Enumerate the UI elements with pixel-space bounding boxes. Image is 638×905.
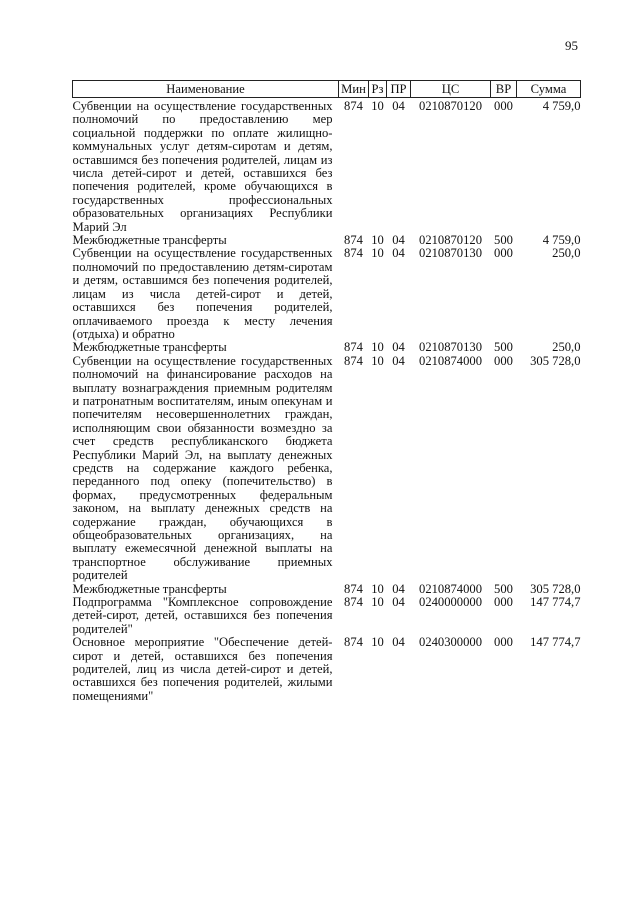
row-pr: 04: [392, 581, 405, 596]
row-min: 874: [344, 595, 363, 610]
table-row: [73, 636, 581, 703]
row-sum: 305 728,0: [530, 353, 581, 368]
header-sum: Сумма: [517, 81, 581, 98]
row-sum: 305 728,0: [530, 581, 581, 596]
row-cs: 0210874000: [419, 581, 482, 596]
row-vr: 500: [494, 340, 513, 355]
row-min: 874: [344, 233, 363, 248]
row-vr: 500: [494, 581, 513, 596]
row-sum: 4 759,0: [542, 233, 581, 248]
row-pr: 04: [392, 635, 405, 650]
header-name: Наименование: [73, 81, 339, 98]
page-number: 95: [565, 38, 578, 53]
row-cs: 0210870120: [419, 99, 482, 113]
row-name: Субвенции на осуществление государственных полномочий на финансирование расходов на выплату вознаграждения приемным родителям и патронатным воспитателям, иным опекунам и попечителям несовершеннолетних граждан, исполняющим свои обязанности возмездно за счет средств республиканского бюджета Республики Марий Эл, на выплату денежных средств на содержание каждого ребенка, переданного под опеку (попечительство) в формах, предусмотренных федеральным законом, на выплату денежных средств на содержание граждан, обучающихся в общеобразовательных организациях, на выплату ежемесячной денежной выплаты на транспортное обслуживание приемных родителей: [72, 353, 333, 583]
row-rz: 10: [371, 233, 384, 248]
row-name: Основное мероприятие "Обеспечение детей-сирот и детей, оставшихся без попечения родителей, лиц из числа детей-сирот и детей, оставшихся без попечения родителей, жилыми помещениями": [72, 635, 333, 703]
row-sum: 147 774,7: [530, 595, 581, 610]
row-cs: 0210870130: [419, 340, 482, 355]
row-rz: 10: [371, 99, 384, 113]
table-header: [73, 81, 581, 98]
row-min: 874: [344, 581, 363, 596]
row-rz: 10: [371, 635, 384, 650]
row-rz: 10: [371, 340, 384, 355]
row-sum: 4 759,0: [542, 99, 581, 113]
table-row: [73, 341, 581, 354]
row-name: Субвенции на осуществление государственных полномочий по предоставлению детям-сиротам и детям, оставшимся без попечения родителей, лицам из числа детей-сирот и детей, оставшихся без попечения родителей, оплачиваемого проезда к месту лечения (отдыха) и обратно: [72, 246, 333, 341]
row-rz: 10: [371, 595, 384, 610]
table-row: [73, 355, 581, 583]
row-sum: 147 774,7: [530, 635, 581, 650]
header-min: Мин: [339, 81, 369, 98]
row-name: Межбюджетные трансферты: [72, 581, 227, 596]
header-pr: ПР: [387, 81, 411, 98]
row-pr: 04: [392, 233, 405, 248]
row-vr: 000: [494, 595, 513, 610]
row-name: Субвенции на осуществление государственных полномочий по предоставлению мер социальной поддержки по оплате жилищно-коммунальных услуг детям-сиротам и детям, оставшимся без попечения родителей, лицам из числа детей-сирот и детей, оставшихся без попечения родителей, кроме обучающихся в государственных профессиональных образовательных организациях Республики Марий Эл: [72, 99, 333, 234]
header-cs: ЦС: [411, 81, 491, 98]
row-cs: 0210874000: [419, 353, 482, 368]
row-pr: 04: [392, 595, 405, 610]
row-min: 874: [344, 246, 363, 261]
row-cs: 0240300000: [419, 635, 482, 650]
row-vr: 000: [494, 99, 513, 113]
row-cs: 0240000000: [419, 595, 482, 610]
table-row: [73, 234, 581, 247]
row-vr: 000: [494, 246, 513, 261]
row-pr: 04: [392, 353, 405, 368]
row-pr: 04: [392, 246, 405, 261]
row-vr: 000: [494, 353, 513, 368]
row-name: Подпрограмма "Комплексное сопровождение детей-сирот, детей, оставшихся без попечения родителей": [72, 595, 333, 636]
table-row: [73, 98, 581, 235]
row-min: 874: [344, 340, 363, 355]
row-min: 874: [344, 635, 363, 650]
row-sum: 250,0: [552, 246, 581, 261]
row-min: 874: [344, 353, 363, 368]
budget-table: [72, 80, 581, 703]
row-name: Межбюджетные трансферты: [72, 233, 227, 248]
row-vr: 000: [494, 635, 513, 650]
header-rz: Рз: [369, 81, 387, 98]
table-row: [73, 247, 581, 341]
row-name: Межбюджетные трансферты: [72, 340, 227, 355]
row-sum: 250,0: [552, 340, 581, 355]
row-rz: 10: [371, 246, 384, 261]
row-pr: 04: [392, 340, 405, 355]
row-pr: 04: [392, 99, 405, 113]
row-cs: 0210870120: [419, 233, 482, 248]
table-row: [73, 583, 581, 596]
row-cs: 0210870130: [419, 246, 482, 261]
header-vr: ВР: [491, 81, 517, 98]
row-vr: 500: [494, 233, 513, 248]
row-rz: 10: [371, 581, 384, 596]
table-row: [73, 596, 581, 636]
row-rz: 10: [371, 353, 384, 368]
row-min: 874: [344, 99, 363, 113]
